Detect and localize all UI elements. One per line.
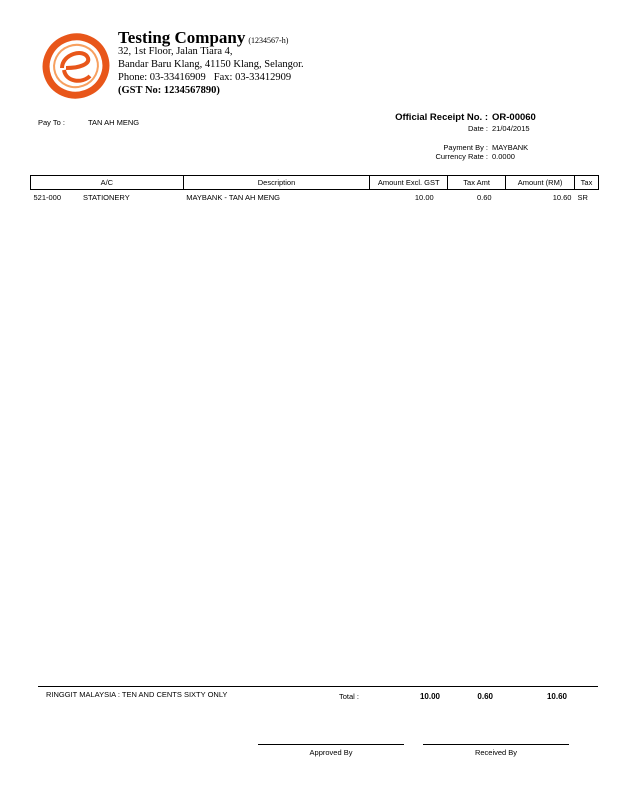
receipt-number-value: OR-00060 xyxy=(492,112,536,123)
header-ac: A/C xyxy=(31,176,184,190)
row-description: MAYBANK - TAN AH MENG xyxy=(186,192,280,202)
approved-by-label: Approved By xyxy=(309,748,353,757)
gst-number: (GST No: 1234567890) xyxy=(118,85,220,96)
footer-divider xyxy=(38,686,598,687)
company-logo-icon xyxy=(40,28,116,100)
amount-in-words: RINGGIT MALAYSIA : TEN AND CENTS SIXTY ONLY xyxy=(46,690,228,699)
row-ac-code: 521-000 xyxy=(33,192,62,202)
header-amount-rm: Amount (RM) xyxy=(506,176,575,190)
date-value: 21/04/2015 xyxy=(492,124,530,133)
company-registration: (1234567-h) xyxy=(248,36,289,45)
currency-rate-value: 0.0000 xyxy=(492,152,515,161)
items-table xyxy=(30,175,599,204)
header-amount-excl-gst: Amount Excl. GST xyxy=(370,176,448,190)
phone-number: Phone: 03-33416909 xyxy=(118,72,206,83)
company-name: Testing Company (1234567-h) xyxy=(118,28,289,47)
address-line-2: Bandar Baru Klang, 41150 Klang, Selangor. xyxy=(118,59,304,70)
row-amount-rm: 10.60 xyxy=(552,192,572,202)
pay-to-label: Pay To : xyxy=(38,118,65,127)
row-tax-code: SR xyxy=(577,192,588,202)
payment-by-label: Payment By : xyxy=(443,143,488,152)
approved-signature-line xyxy=(258,744,404,745)
total-tax: 0.60 xyxy=(477,692,493,701)
table-header-row xyxy=(31,176,599,190)
payment-by-value: MAYBANK xyxy=(492,143,529,152)
header-description: Description xyxy=(183,176,370,190)
currency-rate-label: Currency Rate : xyxy=(435,152,488,161)
table-row xyxy=(31,190,599,205)
total-label: Total : xyxy=(339,692,360,701)
received-by-label: Received By xyxy=(474,748,518,757)
header-tax: Tax xyxy=(574,176,598,190)
received-signature-line xyxy=(423,744,569,745)
fax-number: Fax: 03-33412909 xyxy=(213,72,292,83)
row-amount-excl-gst: 10.00 xyxy=(414,192,434,202)
total-amount-excl-gst: 10.00 xyxy=(419,692,440,701)
phone-fax-line xyxy=(118,72,291,83)
date-label: Date : xyxy=(467,124,488,133)
receipt-number-label: Official Receipt No. : xyxy=(395,112,488,123)
header-tax-amt: Tax Amt xyxy=(448,176,506,190)
total-amount-rm: 10.60 xyxy=(546,692,567,701)
pay-to-value: TAN AH MENG xyxy=(88,118,140,127)
row-account xyxy=(31,190,184,205)
row-tax-amt: 0.60 xyxy=(476,192,492,202)
address-line-1: 32, 1st Floor, Jalan Tiara 4, xyxy=(118,46,233,57)
row-ac-name: STATIONERY xyxy=(83,192,130,202)
